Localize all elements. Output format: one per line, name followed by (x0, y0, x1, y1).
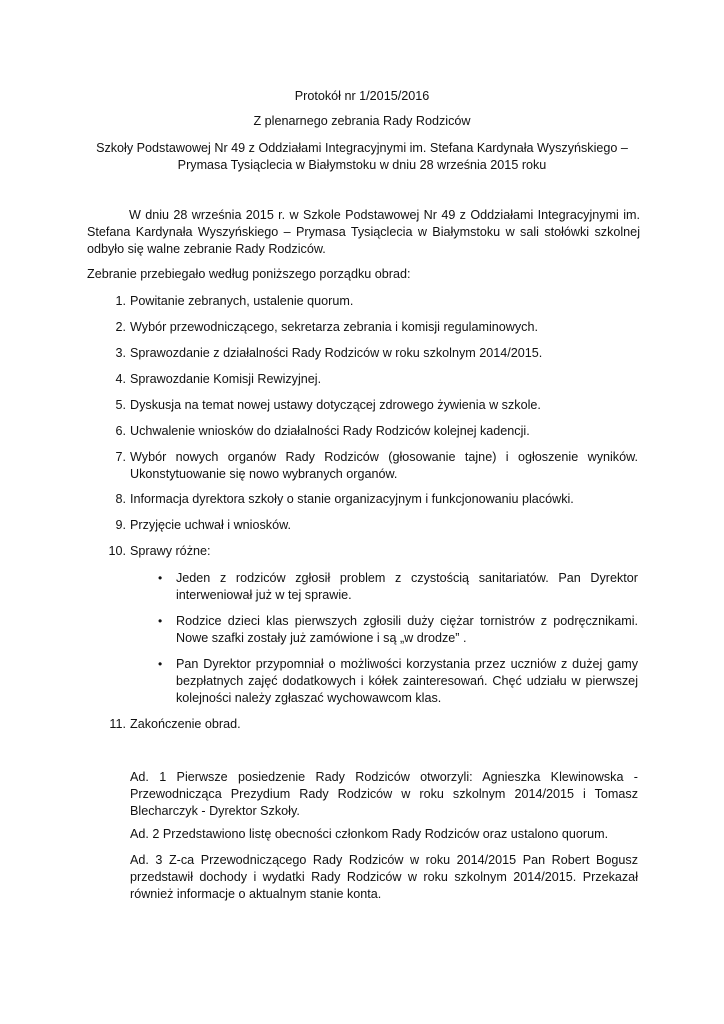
agenda-number: 8. (115, 492, 126, 506)
agenda-item: Dyskusja na temat nowej ustawy dotyczącej zdrowego żywienia w szkole. (130, 398, 541, 412)
ad-paragraph: Ad. 2 Przedstawiono listę obecności członkom Rady Rodziców oraz ustalono quorum. (130, 827, 609, 841)
agenda-number: 9. (115, 518, 126, 532)
agenda-number: 2. (115, 320, 126, 334)
school-line-2: Prymasa Tysiąclecia w Białymstoku w dniu 28 września 2015 roku (177, 158, 547, 172)
bullet-item: Pan Dyrektor przypomniał o możliwości korzystania przez uczniów z dużej gamy bezpłatnych zajęć dodatkowych i kółek zainteresowań. Chęć udziału w pierwszej kolejności należy zgłaszać wychowawcom klas. (176, 657, 638, 705)
agenda-item: Informacja dyrektora szkoły o stanie organizacyjnym i funkcjonowaniu placówki. (130, 492, 574, 506)
school-line-1: Szkoły Podstawowej Nr 49 z Oddziałami Integracyjnymi im. Stefana Kardynała Wyszyńskiego – (96, 141, 628, 155)
bullet-icon: • (158, 571, 163, 585)
agenda-number: 11. (109, 717, 126, 731)
agenda-item: Zakończenie obrad. (130, 717, 241, 731)
agenda-number: 3. (115, 346, 126, 360)
ad-paragraph: Ad. 3 Z-ca Przewodniczącego Rady Rodziców w roku 2014/2015 Pan Robert Bogusz przedstawił dochody i wydatki Rady Rodziców w roku szkolnym 2014/2015. Przekazał również informacje o aktualnym stanie konta. (130, 853, 638, 901)
document-title: Protokół nr 1/2015/2016 (294, 89, 430, 103)
bullet-icon: • (158, 614, 163, 628)
agenda-number: 4. (115, 372, 126, 386)
agenda-item: Przyjęcie uchwał i wniosków. (130, 518, 291, 532)
bullet-item: Jeden z rodziców zgłosił problem z czystością sanitariatów. Pan Dyrektor interweniował już w tej sprawie. (176, 571, 638, 602)
agenda-item: Sprawy różne: (130, 544, 211, 558)
agenda-number: 6. (115, 424, 126, 438)
agenda-item: Wybór nowych organów Rady Rodziców (głosowanie tajne) i ogłoszenie wyników. Ukonstytuowanie się nowo wybranych organów. (130, 450, 638, 481)
agenda-item: Powitanie zebranych, ustalenie quorum. (130, 294, 354, 308)
agenda-intro: Zebranie przebiegało według poniższego porządku obrad: (87, 267, 411, 281)
ad-paragraph: Ad. 1 Pierwsze posiedzenie Rady Rodziców otworzyli: Agnieszka Klewinowska - Przewodnicząca Prezydium Rady Rodziców w roku szkolnym 2014/2015 i Tomasz Blecharczyk - Dyrektor Szkoły. (130, 770, 638, 818)
agenda-number: 7. (115, 450, 126, 464)
agenda-item: Wybór przewodniczącego, sekretarza zebrania i komisji regulaminowych. (130, 320, 538, 334)
agenda-number: 1. (115, 294, 126, 308)
agenda-item: Uchwalenie wniosków do działalności Rady Rodziców kolejnej kadencji. (130, 424, 530, 438)
agenda-number: 5. (115, 398, 126, 412)
intro-paragraph: W dniu 28 września 2015 r. w Szkole Podstawowej Nr 49 z Oddziałami Integracyjnymi im. Stefana Kardynała Wyszyńskiego – Prymasa Tysiąclecia w Białymstoku w sali stołówki szkolnej odbyło się walne zebranie Rady Rodziców. (87, 208, 640, 256)
bullet-item: Rodzice dzieci klas pierwszych zgłosili duży ciężar tornistrów z podręcznikami. Nowe szafki zostały już zamówione i są „w drodze” . (176, 614, 638, 645)
bullet-icon: • (158, 657, 163, 671)
document-subtitle: Z plenarnego zebrania Rady Rodziców (253, 114, 471, 128)
agenda-item: Sprawozdanie z działalności Rady Rodziców w roku szkolnym 2014/2015. (130, 346, 543, 360)
agenda-item: Sprawozdanie Komisji Rewizyjnej. (130, 372, 322, 386)
agenda-number: 10. (108, 544, 126, 558)
